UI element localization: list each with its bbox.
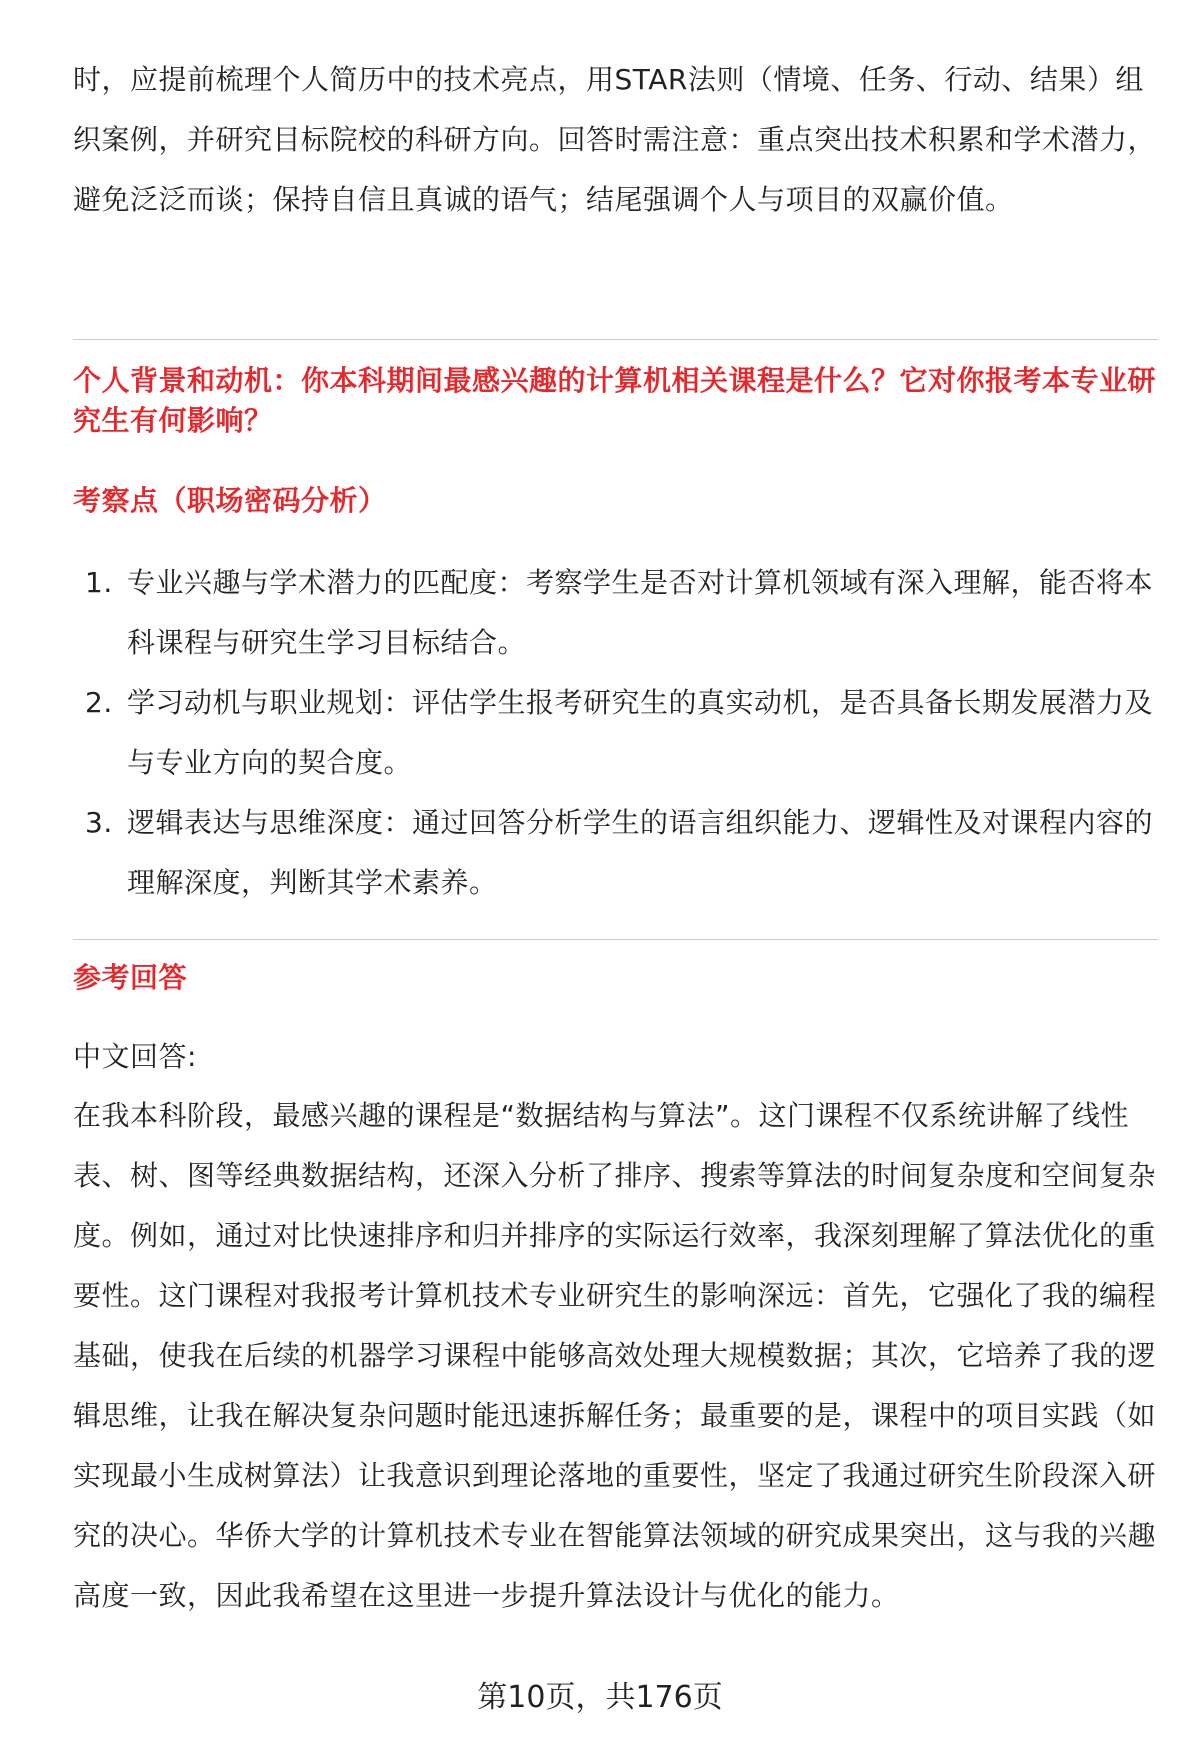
intro-paragraph: 时，应提前梳理个人简历中的技术亮点，用STAR法则（情境、任务、行动、结果）组织案例，并研究目标院校的科研方向。回答时需注意：重点突出技术积累和学术潜力，避免泛泛而谈；保持自信且真诚的语气；结尾强调个人与项目的双赢价值。 [73, 63, 1157, 216]
answer-heading: 参考回答 [73, 961, 188, 994]
focus-list [73, 553, 1158, 913]
list-number: 2. [85, 686, 113, 719]
list-text: 学习动机与职业规划：评估学生报考研究生的真实动机，是否具备长期发展潜力及与专业方向的契合度。 [127, 686, 1154, 779]
divider [73, 939, 1158, 940]
focus-heading: 考察点（职场密码分析） [73, 484, 387, 517]
list-text: 逻辑表达与思维深度：通过回答分析学生的语言组织能力、逻辑性及对课程内容的理解深度，判断其学术素养。 [127, 806, 1154, 899]
divider [73, 339, 1158, 340]
answer-text: 在我本科阶段，最感兴趣的课程是“数据结构与算法”。这门课程不仅系统讲解了线性表、树、图等经典数据结构，还深入分析了排序、搜索等算法的时间复杂度和空间复杂度。例如，通过对比快速排序和归并排序的实际运行效率，我深刻理解了算法优化的重要性。这门课程对我报考计算机技术专业研究生的影响深远：首先，它强化了我的编程基础，使我在后续的机器学习课程中能够高效处理大规模数据；其次，它培养了我的逻辑思维，让我在解决复杂问题时能迅速拆解任务；最重要的是，课程中的项目实践（如实现最小生成树算法）让我意识到理论落地的重要性，坚定了我通过研究生阶段深入研究的决心。华侨大学的计算机技术专业在智能算法领域的研究成果突出，这与我的兴趣高度一致，因此我希望在这里进一步提升算法设计与优化的能力。 [73, 1099, 1157, 1612]
answer-label: 中文回答: [73, 1040, 197, 1073]
page-footer: 第10页，共176页 [477, 1680, 723, 1715]
list-item [73, 793, 1158, 913]
list-text: 专业兴趣与学术潜力的匹配度：考察学生是否对计算机领域有深入理解，能否将本科课程与研究生学习目标结合。 [127, 566, 1154, 659]
list-number: 1. [85, 566, 113, 599]
question-heading: 个人背景和动机：你本科期间最感兴趣的计算机相关课程是什么？它对你报考本专业研究生有何影响？ [73, 364, 1157, 437]
list-number: 3. [85, 806, 113, 839]
list-item [73, 673, 1158, 793]
list-item [73, 553, 1158, 673]
